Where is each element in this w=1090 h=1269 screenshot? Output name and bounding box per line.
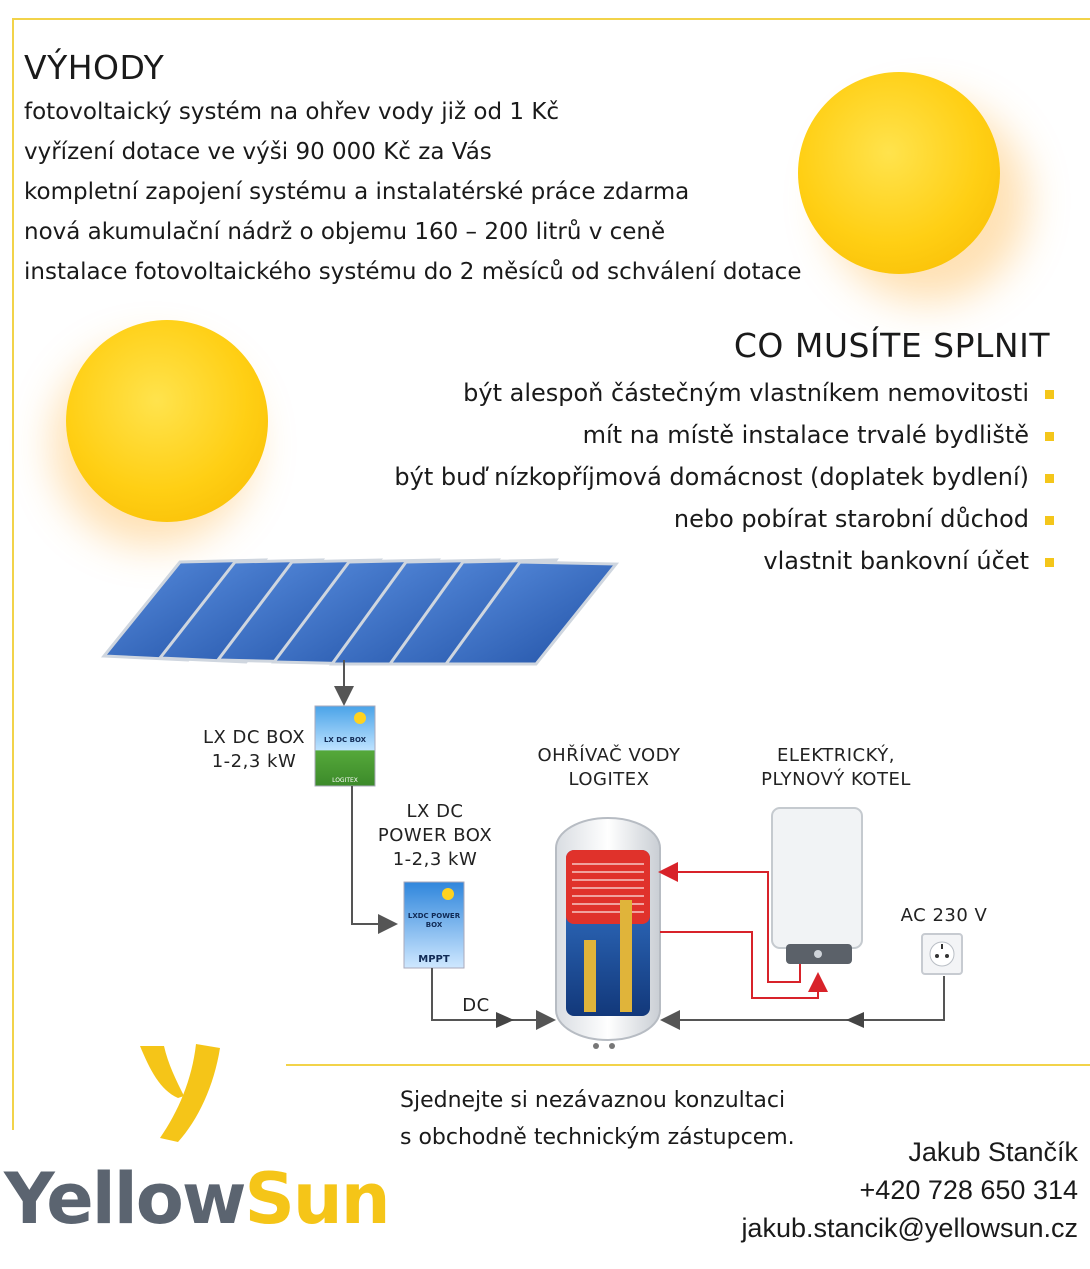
requirement-text: mít na místě instalace trvalé bydliště [582, 421, 1029, 449]
dc-box-label-line: 1-2,3 kW [211, 751, 297, 772]
power-box-label-line: LX DC [406, 801, 464, 822]
requirement-text: být buď nízkopříjmová domácnost (doplatek bydlení) [394, 463, 1029, 491]
heater-label-line: OHŘÍVAČ VODY [537, 745, 681, 766]
lx-dc-box [315, 706, 375, 786]
consult-line: s obchodně technickým zástupcem. [400, 1125, 795, 1150]
requirement-text: vlastnit bankovní účet [763, 547, 1029, 575]
boiler-label [746, 744, 926, 792]
dc-box-device-label: LX DC BOX [323, 736, 367, 744]
power-box-label-line: 1-2,3 kW [392, 849, 478, 870]
dc-box-label-line: LX DC BOX [202, 727, 306, 748]
ac-socket [922, 934, 962, 974]
benefit-item: vyřízení dotace ve výši 90 000 Kč za Vás [24, 139, 492, 165]
power-box-device-label-2: BOX [425, 921, 443, 929]
boiler [772, 808, 862, 964]
requirement-item [394, 414, 1054, 456]
power-box-label [370, 800, 500, 872]
requirement-text: nebo pobírat starobní důchod [673, 505, 1029, 533]
benefit-item: nová akumulační nádrž o objemu 160 – 200 litrů v ceně [24, 219, 666, 245]
contact-block [741, 1133, 1078, 1247]
frame-top-line [12, 18, 1090, 20]
contact-email: jakub.stancik@yellowsun.cz [741, 1213, 1078, 1243]
requirements-title: CO MUSÍTE SPLNIT [733, 326, 1050, 365]
bullet-icon [1045, 516, 1054, 525]
contact-phone: +420 728 650 314 [859, 1175, 1078, 1205]
ac-label: AC 230 V [900, 905, 988, 926]
bullet-icon [1045, 432, 1054, 441]
benefits-title: VÝHODY [24, 48, 165, 87]
system-diagram [0, 540, 1090, 1080]
power-box-label-line: POWER BOX [377, 825, 493, 846]
requirement-item [394, 456, 1054, 498]
logo-part-sun: Sun [244, 1158, 389, 1240]
sun-left [66, 320, 268, 522]
heater-label [518, 744, 700, 792]
dc-box-brand: LOGITEX [332, 777, 358, 784]
requirement-item [394, 372, 1054, 414]
benefit-item: instalace fotovoltaického systému do 2 měsíců od schválení dotace [24, 259, 802, 285]
requirement-item [394, 498, 1054, 540]
sun-top-right [798, 72, 1000, 274]
dc-box-label [196, 726, 312, 774]
power-box-device-label-1: LXDC POWER [407, 912, 461, 920]
bullet-icon [1045, 474, 1054, 483]
contact-name: Jakub Stančík [908, 1137, 1078, 1167]
logo-part-yellow: Yellow [4, 1158, 245, 1240]
benefits-list [24, 96, 801, 296]
heater-label-line: LOGITEX [568, 769, 650, 790]
power-box-mppt: MPPT [418, 954, 450, 965]
bullet-icon [1045, 390, 1054, 399]
lx-dc-power-box [404, 882, 464, 968]
water-heater [556, 818, 660, 1049]
consult-line: Sjednejte si nezávaznou konzultaci [400, 1088, 786, 1113]
yellowsun-logo [4, 1158, 389, 1240]
boiler-label-line: ELEKTRICKÝ, [777, 745, 895, 766]
requirement-text: být alespoň částečným vlastníkem nemovitosti [463, 379, 1029, 407]
consult-text [400, 1082, 795, 1156]
solar-panels [104, 560, 616, 664]
benefit-item: kompletní zapojení systému a instalatérské práce zdarma [24, 179, 690, 205]
boiler-label-line: PLYNOVÝ KOTEL [761, 769, 911, 790]
dc-label: DC [462, 995, 490, 1016]
benefit-item: fotovoltaický systém na ohřev vody již od 1 Kč [24, 99, 560, 125]
